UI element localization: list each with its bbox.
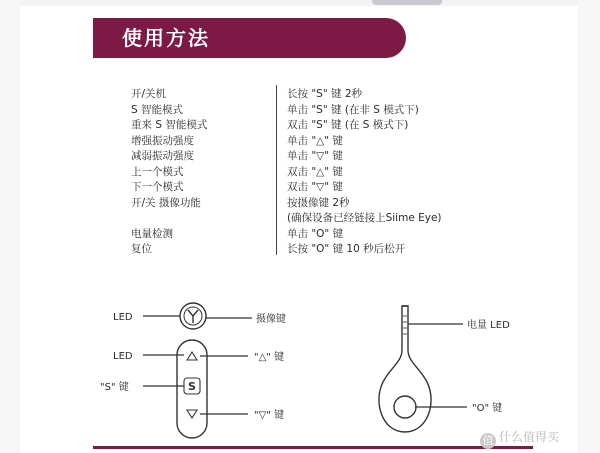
camera-key-label: 摄像键 [256, 314, 286, 325]
method-item: 双击 "S" 键 (在 S 模式下) [287, 119, 409, 131]
method-item: 单击 "O" 键 [287, 227, 344, 240]
footer-bar [93, 446, 533, 449]
watermark-logo-icon: 值 [480, 433, 496, 449]
action-item: 开/关 摄像功能 [131, 196, 201, 209]
method-item: 长按 "S" 键 2秒 [287, 88, 363, 100]
method-item: 单击 "S" 键 (在非 S 模式下) [287, 103, 419, 116]
action-item: 重来 S 智能模式 [131, 119, 208, 131]
method-item: 单击 "△" 键 [287, 134, 343, 147]
camera-button-diagram [113, 303, 286, 329]
action-item: 增强振动强度 [131, 134, 194, 147]
led-mid-label: LED [113, 351, 133, 362]
action-item: 开/关机 [131, 88, 167, 100]
up-key-label: "△" 键 [254, 352, 285, 363]
s-key-label: "S" 键 [100, 382, 129, 393]
action-item: 下一个模式 [131, 181, 184, 193]
method-item: 单击 "▽" 键 [287, 150, 343, 162]
action-item: 电量检测 [131, 227, 173, 240]
action-item: 复位 [131, 243, 152, 255]
watermark-text: 什么值得买 [499, 430, 560, 444]
page-title: 使用方法 [122, 26, 210, 50]
action-item: 减弱振动强度 [131, 150, 194, 162]
down-key-label: "▽" 键 [254, 410, 285, 421]
s-glyph: S [188, 380, 196, 393]
method-item: 双击 "▽" 键 [287, 181, 343, 193]
battery-led-label: 电量 LED [467, 320, 510, 331]
loop-device-diagram [379, 306, 510, 432]
o-key-label: "O" 键 [472, 403, 503, 414]
action-item: S 智能模式 [131, 103, 184, 116]
remote-diagram [100, 340, 284, 438]
led-top-label: LED [113, 312, 133, 323]
method-item: 双击 "△" 键 [287, 165, 343, 178]
method-item: 按摄像键 2秒 [287, 196, 350, 209]
o-button [394, 396, 416, 418]
method-item: 长按 "O" 键 10 秒后松开 [287, 243, 406, 255]
action-item: 上一个模式 [131, 165, 184, 178]
method-item: (确保设备已经链接上Siime Eye) [287, 212, 442, 224]
watermark [480, 428, 559, 449]
